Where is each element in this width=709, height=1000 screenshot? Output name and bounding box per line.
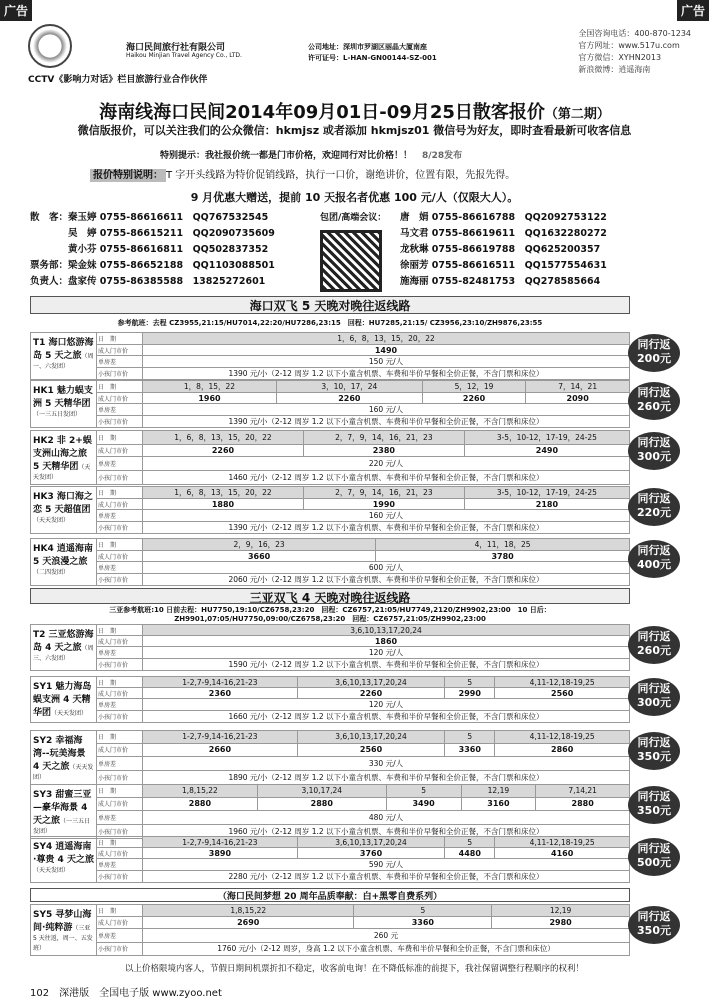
contact-line: 吴 婷 0755-86615211 QQ2090735609 [30, 228, 275, 239]
price-table [30, 730, 630, 785]
contact-block [578, 28, 691, 76]
row-label: 日 期 [97, 381, 143, 393]
price-cell: 2260 [143, 444, 304, 457]
price-cell: 5 [386, 785, 461, 798]
rebate-badge: 同行返 350元 [628, 786, 680, 824]
price-table [30, 486, 630, 534]
row-label: 小孩门市价 [97, 770, 143, 784]
row-label: 小孩门市价 [97, 942, 143, 955]
row-label: 成人门市价 [97, 797, 143, 810]
row-label: 小孩门市价 [97, 659, 143, 671]
price-cell: 3-5，10-12，17-19，24-25 [464, 487, 629, 499]
price-cell: 260 元 [143, 929, 630, 942]
price-cell: 12,19 [461, 785, 536, 798]
row-label: 成人门市价 [97, 345, 143, 356]
ad-tag-right: 广告 [677, 0, 709, 21]
product-note: （二四发团） [33, 569, 70, 576]
footer-note: 以上价格限境内客人，节假日期间机票折扣不稳定，收客前电询！在不降低标准的前提下，我社保留调整行程顺序的权利！ [124, 964, 584, 974]
row-label: 小孩门市价 [97, 824, 143, 838]
rebate-badge: 同行返 300元 [628, 678, 680, 716]
price-cell: 4480 [445, 848, 495, 859]
rebate-badge: 同行返 260元 [628, 382, 680, 420]
price-cell: 1390 元/小（2-12 周岁 1.2 以下小童含机票、车费和半价早餐和全价正餐，不含门票和床位） [143, 368, 630, 380]
price-cell: 4,11-12,18-19,25 [495, 837, 630, 848]
row-label: 成人门市价 [97, 444, 143, 457]
price-cell: 7，14，21 [526, 381, 630, 393]
hotline: 全国咨询电话：400-870-1234 [578, 29, 691, 38]
promo-notice: 9 月优惠大赠送，提前 10 天报名者优惠 100 元/人（仅限大人）。 [190, 191, 519, 204]
header [8, 18, 701, 86]
price-cell: 2560 [297, 743, 445, 756]
price-cell: 2，7，9，14，16，21，23 [303, 487, 464, 499]
price-cell: 5 [445, 731, 495, 744]
row-label: 日 期 [97, 539, 143, 551]
price-cell: 2860 [495, 743, 630, 756]
product-title: SY2 幸福海湾--玩美海景 4 天之旅 [33, 736, 86, 772]
row-label: 成人门市价 [97, 393, 143, 404]
product-title: HK2 非 2+蜈支洲山海之旅 5 天精华团 [33, 436, 92, 472]
contact-line: 施海丽 0755-82481753 QQ278585664 [400, 276, 601, 287]
product-title: SY4 逍遥海南·尊贵 4 天之旅 [33, 842, 94, 865]
price-cell: 2880 [257, 797, 386, 810]
price-cell: 1890 元/小（2-12 周岁 1.2 以下小童含机票、车费和半价早餐和全价正餐，不含门票和床位） [143, 770, 630, 784]
contacts-right [400, 210, 607, 290]
price-cell: 1，6，8，13，15，20，22 [143, 487, 304, 499]
contacts-section [30, 210, 680, 290]
price-table [30, 538, 630, 586]
rebate-badge: 同行返 400元 [628, 540, 680, 578]
row-label: 日 期 [97, 905, 143, 917]
product-note: （天天发团） [33, 517, 70, 524]
price-cell: 2，7，9，14，16，21，23 [303, 431, 464, 445]
row-label: 成人门市价 [97, 551, 143, 562]
title-main: 海南线海口民间2014年09月01日-09月25日散客报价 [99, 102, 545, 123]
product-name [31, 487, 97, 534]
price-cell: 5 [445, 837, 495, 848]
price-cell: 2260 [276, 393, 422, 404]
price-cell: 2880 [536, 797, 630, 810]
row-label: 单房差 [97, 404, 143, 416]
price-cell: 2090 [526, 393, 630, 404]
row-label: 小孩门市价 [97, 871, 143, 883]
row-label: 成人门市价 [97, 917, 143, 929]
row-label: 日 期 [97, 333, 143, 345]
price-table [30, 332, 630, 380]
address-text: 公司地址：深圳市罗湖区丽晶大厦南座 [308, 43, 427, 51]
row-label: 单房差 [97, 356, 143, 368]
product-title: SY3 甜蜜三亚—豪华海景 4 天之旅 [33, 790, 92, 826]
row-label: 单房差 [97, 699, 143, 711]
row-label: 单房差 [97, 510, 143, 522]
product-title: SY1 魅力海岛蜈支洲 4 天精华团 [33, 682, 92, 718]
price-cell: 3780 [376, 551, 630, 562]
row-label: 单房差 [97, 756, 143, 770]
product-title: SY5 寻梦山海间·纯粹游 [33, 910, 92, 933]
price-cell: 2260 [422, 393, 526, 404]
product-note: （三亚 5 天往返，周一、五发班） [33, 925, 93, 952]
rebate-badge: 同行返 260元 [628, 626, 680, 664]
price-cell: 2360 [143, 688, 298, 699]
price-cell: 1,8,15,22 [143, 905, 354, 917]
group-label: 包团/高端会议： [320, 213, 387, 223]
price-cell: 2980 [492, 917, 630, 929]
price-cell: 1490 [143, 345, 630, 356]
row-label: 成人门市价 [97, 499, 143, 510]
price-cell: 160 元/人 [143, 404, 630, 416]
price-cell: 5 [354, 905, 492, 917]
product-name [31, 625, 97, 671]
price-cell: 1，6，8，13，15，20，22 [143, 333, 630, 345]
price-cell: 1880 [143, 499, 304, 510]
price-cell: 2280 元/小（2-12 周岁 1.2 以下小童含机票、车费和半价早餐和全价正餐，不含门票和床位） [143, 871, 630, 883]
price-cell: 1-2,7-9,14-16,21-23 [143, 837, 298, 848]
rebate-badge: 同行返 350元 [628, 732, 680, 770]
special-notice [160, 148, 462, 161]
row-label: 单房差 [97, 929, 143, 942]
row-label: 成人门市价 [97, 848, 143, 859]
company-logo-icon [28, 24, 72, 68]
price-cell: 1，8，15，22 [143, 381, 277, 393]
product-name [31, 837, 97, 883]
section-sanya-flights: 三亚参考航班:10 日前去程：HU7750,19:10/CZ6758,23:20 回程：CZ6757,21:05/HU7749,2120/ZH9902,23:00 10 日后：ZH9901,07:05/HU7750,09:00/CZ6758,23:20 回程：CZ6757,21:05/ZH9902,23:00 [109, 606, 551, 623]
special-text: 特别提示：我社报价统一都是门市价格，欢迎同行对比价格！！ [160, 151, 413, 161]
price-cell: 3490 [386, 797, 461, 810]
price-cell: 1860 [143, 636, 630, 647]
product-name [31, 905, 97, 956]
product-note: （一三五日发团） [33, 818, 91, 835]
price-cell: 1960 元/小（2-12 周岁 1.2 以下小童含机票、车费和半价早餐和全价正餐，不含门票和床位） [143, 824, 630, 838]
price-cell: 1590 元/小（2-12 周岁 1.2 以下小童含机票、车费和半价早餐和全价正餐，不含门票和床位） [143, 659, 630, 671]
row-label: 小孩门市价 [97, 368, 143, 380]
product-name [31, 677, 97, 723]
row-label: 单房差 [97, 457, 143, 471]
contact-line: 负责人：盘家传 0755-86385588 13825272601 [30, 276, 266, 287]
price-table [30, 836, 630, 883]
website-link[interactable]: 官方网址：www.517u.com [578, 41, 680, 50]
price-cell: 1390 元/小（2-12 周岁 1.2 以下小童含机票、车费和半价早餐和全价正餐，不含门票和床位） [143, 522, 630, 534]
product-note: （天天发团） [33, 464, 91, 481]
row-label: 日 期 [97, 487, 143, 499]
price-table [30, 380, 630, 428]
price-cell: 120 元/人 [143, 647, 630, 659]
contact-line: 龙秋琳 0755-86619788 QQ625200357 [400, 244, 601, 255]
product-title: T2 三亚悠游海岛 4 天之旅 [33, 630, 94, 653]
row-label: 成人门市价 [97, 743, 143, 756]
row-label: 小孩门市价 [97, 471, 143, 485]
product-note: （周一、六发团） [33, 353, 94, 370]
price-cell: 1990 [303, 499, 464, 510]
weibo-id: 新浪微博：逍遥海南 [578, 65, 651, 74]
price-cell: 1460 元/小（2-12 周岁 1.2 以下小童含机票、车费和半价早餐和全价正餐，不含门票和床位） [143, 471, 630, 485]
price-cell: 150 元/人 [143, 356, 630, 368]
price-cell: 12,19 [492, 905, 630, 917]
price-table [30, 904, 630, 956]
product-name [31, 381, 97, 428]
price-cell: 330 元/人 [143, 756, 630, 770]
row-label: 小孩门市价 [97, 574, 143, 586]
price-cell: 220 元/人 [143, 457, 630, 471]
contacts-left [30, 210, 275, 290]
rebate-badge: 同行返 350元 [628, 906, 680, 944]
rebate-badge: 同行返 500元 [628, 838, 680, 876]
row-label: 单房差 [97, 647, 143, 659]
row-label: 日 期 [97, 625, 143, 636]
product-name [31, 431, 97, 485]
company-name-en: Haikou Minjian Travel Agency Co., LTD. [126, 52, 242, 59]
section-haikou-flights: 参考航班：去程 CZ3955,21:15/HU7014,22:20/HU7286,23:15 回程：HU7285,21:15/ CZ3956,23:10/ZH9876,23:55 [117, 319, 543, 327]
price-cell: 3360 [445, 743, 495, 756]
price-cell: 3760 [297, 848, 445, 859]
product-title: HK4 逍遥海南 5 天浪漫之旅 [33, 544, 93, 567]
price-cell: 3,6,10,13,17,20,24 [297, 677, 445, 688]
product-name [31, 333, 97, 380]
price-cell: 4,11-12,18-19,25 [495, 731, 630, 744]
row-label: 小孩门市价 [97, 711, 143, 723]
company-address [308, 42, 437, 64]
product-name [31, 731, 97, 785]
contact-line: 徐丽芳 0755-86616511 QQ1577554631 [400, 260, 607, 271]
rebate-badge: 同行返 220元 [628, 488, 680, 526]
row-label: 小孩门市价 [97, 416, 143, 428]
price-cell: 2260 [297, 688, 445, 699]
row-label: 单房差 [97, 859, 143, 871]
wechat-notice: 微信版报价，可以关注我们的公众微信：hkmjsz 或者添加 hkmjsz01 微信号为好友，即时查看最新可收客信息 [77, 124, 632, 137]
price-cell: 4160 [495, 848, 630, 859]
contact-line: 黄小芬 0755-86616811 QQ502837352 [30, 244, 269, 255]
row-label: 单房差 [97, 562, 143, 574]
row-label: 小孩门市价 [97, 522, 143, 534]
row-label: 日 期 [97, 731, 143, 744]
price-cell: 2180 [464, 499, 629, 510]
price-cell: 1,8,15,22 [143, 785, 258, 798]
price-cell: 600 元/人 [143, 562, 630, 574]
price-cell: 3,6,10,13,17,20,24 [297, 731, 445, 744]
section-sanya-title: 三亚双飞 4 天晚对晚往返线路 [30, 588, 630, 604]
price-cell: 4，11，18，25 [376, 539, 630, 551]
price-cell: 1760 元/小（2-12 周岁，身高 1.2 以下小童含机票、车费和半价早餐和全价正餐，不含门票和床位） [143, 942, 630, 955]
explain-label: 报价特别说明： [90, 169, 166, 182]
price-table [30, 784, 630, 839]
price-cell: 2060 元/小（2-12 周岁 1.2 以下小童含机票、车费和半价早餐和全价正餐，不含门票和床位） [143, 574, 630, 586]
price-cell: 1-2,7-9,14-16,21-23 [143, 731, 298, 744]
price-cell: 1390 元/小（2-12 周岁 1.2 以下小童含机票、车费和半价早餐和全价正餐，不含门票和床位） [143, 416, 630, 428]
price-cell: 2560 [495, 688, 630, 699]
page-footer: 102 深港版 全国电子版 www.zyoo.net [30, 988, 222, 999]
price-cell: 7,14,21 [536, 785, 630, 798]
price-cell: 2990 [445, 688, 495, 699]
license-text: 许可证号：L-HAN-GN00144-SZ-001 [308, 54, 437, 62]
publish-date: 8/28发布 [422, 151, 463, 161]
qr-code-icon [320, 230, 382, 292]
price-cell: 1，6，8，13，15，20，22 [143, 431, 304, 445]
price-cell: 3,6,10,13,17,20,24 [143, 625, 630, 636]
price-cell: 5，12，19 [422, 381, 526, 393]
price-cell: 2，9，16，23 [143, 539, 376, 551]
price-cell: 4,11-12,18-19,25 [495, 677, 630, 688]
row-label: 日 期 [97, 785, 143, 798]
explain-text: T 字开头线路为特价促销线路，执行一口价，谢绝讲价，位置有限，先报先得。 [166, 170, 516, 181]
wechat-id: 官方微信：XYHN2013 [578, 53, 662, 62]
product-note: （周三、六发团） [33, 645, 94, 662]
section-dream-title: （海口民间梦想 20 周年品质奉献：白+黑零自费系列） [30, 888, 630, 902]
price-cell: 3，10，17，24 [276, 381, 422, 393]
explain-notice [90, 166, 515, 181]
price-cell: 2380 [303, 444, 464, 457]
product-title: T1 海口悠游海岛 5 天之旅 [33, 338, 94, 361]
product-title: HK1 魅力蜈支洲 5 天精华团 [33, 386, 93, 409]
contact-line: 票务部：梁金妹 0755-86652188 QQ1103088501 [30, 260, 275, 271]
cctv-partner: CCTV《影响力对话》栏目旅游行业合作伙伴 [28, 75, 208, 85]
company-name-cn: 海口民间旅行社有限公司 [126, 43, 226, 53]
price-cell: 5 [445, 677, 495, 688]
product-note: （一三五日发团） [33, 411, 82, 418]
price-cell: 3360 [354, 917, 492, 929]
price-table [30, 676, 630, 723]
product-note: （天天发团） [33, 764, 94, 781]
rebate-badge: 同行返 200元 [628, 334, 680, 372]
price-cell: 3160 [461, 797, 536, 810]
price-cell: 120 元/人 [143, 699, 630, 711]
price-table [30, 430, 630, 485]
price-cell: 160 元/人 [143, 510, 630, 522]
price-cell: 3890 [143, 848, 298, 859]
contact-line: 散 客：秦玉婷 0755-86616611 QQ767532545 [30, 212, 269, 223]
price-cell: 2660 [143, 743, 298, 756]
page-title [0, 98, 709, 124]
product-name [31, 539, 97, 586]
row-label: 单房差 [97, 810, 143, 824]
row-label: 日 期 [97, 431, 143, 445]
price-cell: 3660 [143, 551, 376, 562]
row-label: 成人门市价 [97, 636, 143, 647]
price-cell: 3,6,10,13,17,20,24 [297, 837, 445, 848]
price-cell: 1960 [143, 393, 277, 404]
title-period: （第二期） [544, 107, 610, 122]
price-cell: 1660 元/小（2-12 周岁 1.2 以下小童含机票、车费和半价早餐和全价正餐，不含门票和床位） [143, 711, 630, 723]
row-label: 成人门市价 [97, 688, 143, 699]
price-cell: 480 元/人 [143, 810, 630, 824]
product-note: （天天发团） [33, 867, 70, 874]
product-note: （天天发团） [51, 710, 88, 717]
product-title: HK3 海口海之恋 5 天超值团 [33, 492, 93, 515]
rebate-badge: 同行返 300元 [628, 432, 680, 470]
contact-line: 马文君 0755-86619611 QQ1632280272 [400, 228, 607, 239]
price-cell: 2690 [143, 917, 354, 929]
price-cell: 2490 [464, 444, 629, 457]
price-cell: 590 元/人 [143, 859, 630, 871]
product-name [31, 785, 97, 839]
section-haikou-title: 海口双飞 5 天晚对晚往返线路 [30, 296, 630, 314]
contact-line: 唐 娟 0755-86616788 QQ2092753122 [400, 212, 607, 223]
price-cell: 1-2,7-9,14-16,21-23 [143, 677, 298, 688]
price-cell: 2880 [143, 797, 258, 810]
row-label: 日 期 [97, 837, 143, 848]
price-cell: 3-5，10-12，17-19，24-25 [464, 431, 629, 445]
price-cell: 3,10,17,24 [257, 785, 386, 798]
row-label: 日 期 [97, 677, 143, 688]
ad-tag-left: 广告 [0, 0, 32, 21]
price-table [30, 624, 630, 671]
